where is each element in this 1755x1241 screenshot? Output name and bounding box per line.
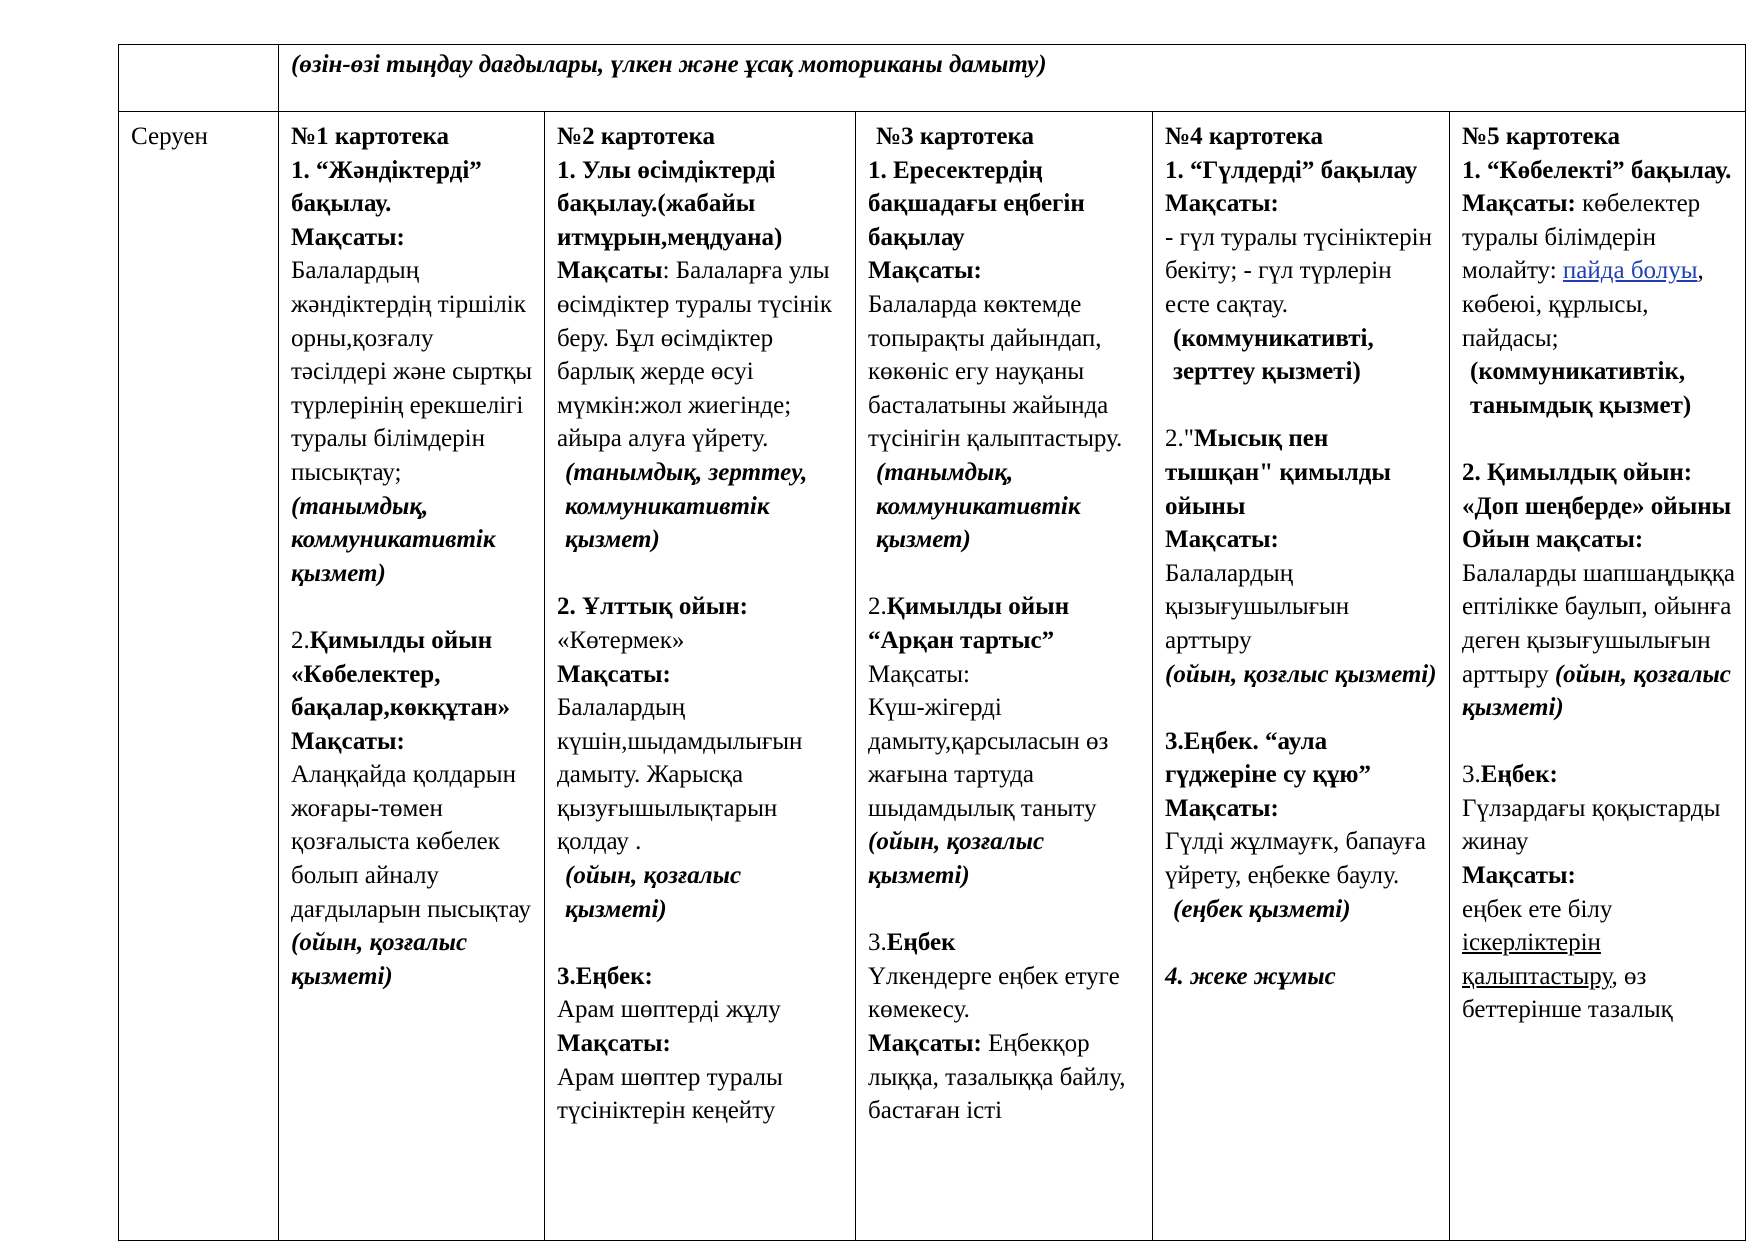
card-title: №5 картотека [1462,123,1620,150]
observation-title: 1. “Гүлдерді” бақылау [1165,156,1418,184]
game-title: 2. Қимылдық ойын: «Доп шеңберде» ойыны [1462,458,1732,520]
goal-label: Мақсаты: [868,257,982,285]
observation-title: 1. “Жәндіктерді” бақылау. [291,156,482,218]
game-prefix: 2." [1165,425,1194,453]
game-heading [1165,422,1439,523]
goal-text: - гүл туралы түсініктерін бекіту; - гүл түрлерін есте сақтау. [1165,223,1432,318]
goal-text: Балалардың жәндіктердің тіршілік орны,қозғалу тәсілдері және сыртқы түрлерінің ерекшелігі туралы білімдерін пысықтау; [291,257,533,486]
work-prefix: 3. [1462,761,1481,789]
game-title: Қимылды ойын “Арқан тартыс” [868,593,1070,654]
work-goal-paragraph [868,1027,1142,1128]
work-goal-text: Еңбекқор лыққа, тазалыққа байлу, бастаған істі [868,1030,1126,1125]
game-heading [868,590,1142,657]
goal-text: Балаларда көктемде топырақты дайындап, көкөніс егу науқаны басталатыны жайында түсінігін қалыптастыру. [868,290,1123,453]
work-text: Үлкендерге еңбек етуге көмекесу. [868,962,1120,1024]
work-text: Гүлзардағы қоқыстарды жинау [1462,794,1721,856]
walk-plan-table [118,44,1746,1241]
goal-label: Мақсаты: [1165,190,1279,218]
goal-paragraph [557,254,845,456]
activity-note: (ойын, қозғалыс қызметі) [868,828,1045,890]
spacer [557,557,845,591]
goal-text: : Балаларға улы өсімдіктер туралы түсінік беру. Бұл өсімдіктер барлық жерде өсуі мүмкін:жол жиегінде; айыра алуға үйрету. [557,257,832,453]
work-goal-label: Мақсаты: [1165,794,1279,822]
game-goal-label: Мақсаты: [291,727,405,755]
work-goal-underlined: іскерліктерін қалыптастыру [1462,929,1612,990]
activity-note: (еңбек қызметі) [1173,895,1351,923]
work-goal-label: Мақсаты: [557,1030,671,1058]
card-5 [1450,112,1746,1241]
row-label: Серуен [131,123,208,150]
walk-row [119,112,1746,1241]
spacer [1165,691,1439,725]
activity-note: (танымдық, коммуникативтік қызмет) [291,492,496,587]
game-name: «Көтермек» [557,626,685,654]
spacer [557,926,845,960]
observation-title: 1. Ересектердің бақшадағы еңбегін бақылау [868,156,1085,251]
game-title: Мысық пен тышқан" қимылды ойыны [1165,425,1391,520]
card-title: №3 картотека [876,123,1034,150]
activity-note: (ойын, қозғалыс қызметі) [291,929,468,990]
game-prefix: 2. [291,626,310,654]
game-goal-paragraph [1462,523,1735,725]
card-title: №4 картотека [1165,123,1323,150]
individual-work: 4. жеке жұмыс [1165,962,1336,990]
work-goal-text: еңбек ете білу [1462,895,1613,923]
work-text: Арам шөптерді жұлу [557,996,781,1024]
game-heading [291,624,534,725]
card-title: №1 картотека [291,123,449,150]
activity-note: (ойын, қозғалыс қызметі) [565,862,742,923]
row-label-cell [119,112,279,1241]
spacer [868,557,1142,591]
card-2 [545,112,856,1241]
work-title: Еңбек [886,929,956,957]
intro-row [119,45,1746,112]
goal-label: Мақсаты: [291,223,405,251]
goal-paragraph [1462,187,1735,355]
observation-title: 1. “Көбелекті” бақылау. [1462,156,1732,184]
game-goal-text: Балаларды шапшаңдыққа ептілікке баулып, ойынға деген қызығушылығын арттыру [1462,559,1735,688]
work-goal-label: Мақсаты: [1462,862,1576,890]
game-goal-text: Балалардың қызығушылығын арттыру [1165,559,1350,654]
activity-note: (танымдық, коммуникативтік қызмет) [876,458,1081,554]
game-goal-text: Күш-жігерді дамыту,қарсыласын өз жағына тартуда шыдамдылық таныту [868,694,1109,822]
activity-note: (коммуникативті, зерттеу қызметі) [1173,324,1374,386]
goal-link[interactable]: пайда болуы [1562,257,1698,285]
goal-text-end: , көбеюі, құрлысы, пайдасы; [1462,257,1704,352]
game-goal-text: Алаңқайда қолдарын жоғары-төмен қозғалыста көбелек болып айналу дағдыларын пысықтау [291,761,531,923]
spacer [1165,926,1439,960]
observation-title: 1. Улы өсімдіктерді бақылау.(жабайы итмұрын,меңдуана) [557,156,783,251]
work-prefix: 3. [868,929,887,957]
spacer [291,590,534,624]
work-goal-text: Арам шөптер туралы түсініктерін кеңейту [557,1063,783,1125]
spacer [1462,422,1735,456]
spacer [1165,389,1439,423]
card-3 [856,112,1153,1241]
game-goal-label: Ойын мақсаты: [1462,526,1644,554]
work-title: 3.Еңбек: [557,962,653,990]
intro-label-cell [119,45,279,112]
spacer [868,893,1142,927]
work-heading [1462,758,1735,792]
activity-note: (ойын, қозғлыс қызметі) [1165,660,1437,688]
work-title: 3.Еңбек. “аула гүджеріне су құю” [1165,727,1372,789]
game-goal-text: Балалардың күшін,шыдамдылығын дамыту. Жарысқа қызуғышылықтарын қолдау . [557,694,803,856]
work-title: Еңбек: [1480,761,1558,789]
work-goal-label: Мақсаты: [868,1030,982,1058]
card-1 [279,112,545,1241]
activity-note: (танымдық, зерттеу, коммуникативтік қызмет) [565,458,808,554]
work-goal-text-end: , өз беттерінше тазалық [1462,962,1673,1024]
goal-text: көбелектер туралы білімдерін молайту: [1462,190,1701,285]
spacer [1462,725,1735,759]
goal-label: Мақсаты: [1462,190,1576,218]
card-4 [1153,112,1450,1241]
activity-note: (ойын, қозғалыс қызметі) [1462,660,1731,722]
work-heading [868,926,1142,960]
intro-text: (өзін-өзі тыңдау дағдылары, үлкен және ұсақ моториканы дамыту) [291,51,1047,78]
game-goal-label: Мақсаты: [868,660,970,688]
activity-note: (коммуникативтік, танымдық қызмет) [1470,358,1692,419]
work-goal-paragraph [1462,893,1735,1027]
game-goal-label: Мақсаты: [1165,526,1279,554]
goal-label: Мақсаты [557,257,663,285]
game-title: Қимылды ойын «Көбелектер, бақалар,көкқұтан» [291,626,511,722]
work-goal-text: Гүлді жұлмауғк, бапауға үйрету, еңбекке баулу. [1165,828,1427,890]
game-prefix: 2. [868,593,887,621]
card-title: №2 картотека [557,123,715,150]
game-goal-label: Мақсаты: [557,660,671,688]
game-title: 2. Ұлттық ойын: [557,593,748,621]
intro-cell [279,45,1746,112]
